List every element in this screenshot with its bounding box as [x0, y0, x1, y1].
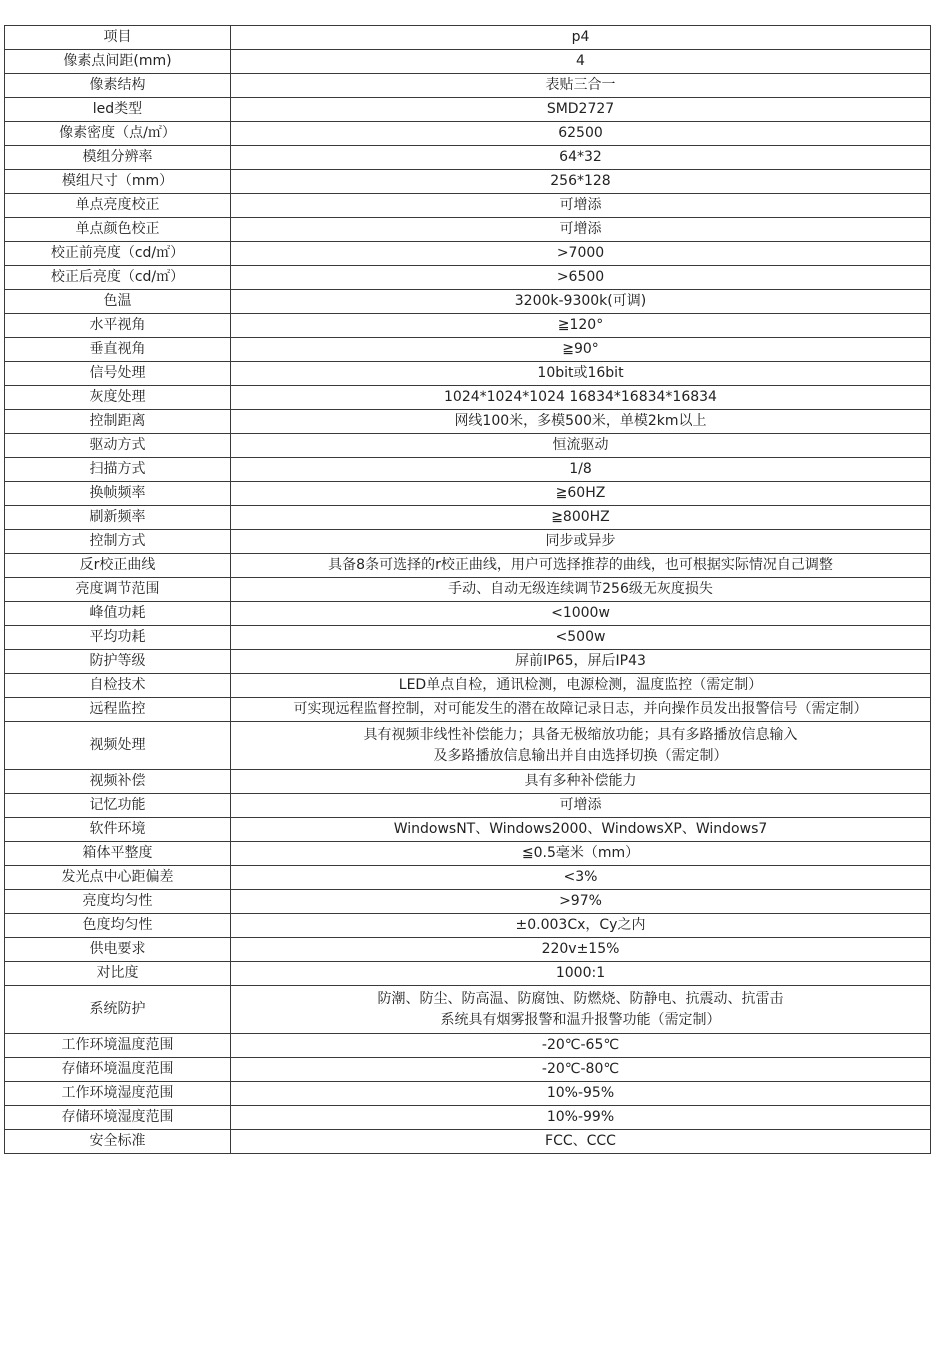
spec-label-cell: 存储环境湿度范围 [5, 1106, 231, 1130]
spec-label-cell: 工作环境湿度范围 [5, 1082, 231, 1106]
table-row [5, 266, 931, 290]
spec-value-cell: 256*128 [231, 170, 931, 194]
spec-label-cell: 平均功耗 [5, 626, 231, 650]
table-row [5, 506, 931, 530]
spec-label-cell: 安全标准 [5, 1130, 231, 1154]
table-row [5, 890, 931, 914]
spec-value-cell: -20℃-65℃ [231, 1034, 931, 1058]
table-row [5, 1130, 931, 1154]
spec-label-cell: 灰度处理 [5, 386, 231, 410]
spec-label-cell: 校正前亮度（cd/㎡） [5, 242, 231, 266]
spec-value-cell: >7000 [231, 242, 931, 266]
spec-label-cell: 供电要求 [5, 938, 231, 962]
spec-value-cell: >97% [231, 890, 931, 914]
table-row [5, 74, 931, 98]
spec-label-cell: led类型 [5, 98, 231, 122]
spec-value-cell: 1024*1024*1024 16834*16834*16834 [231, 386, 931, 410]
spec-value-cell: SMD2727 [231, 98, 931, 122]
spec-value-cell: 1/8 [231, 458, 931, 482]
spec-value-cell: >6500 [231, 266, 931, 290]
spec-value-cell: 手动、自动无级连续调节256级无灰度损失 [231, 578, 931, 602]
table-row [5, 722, 931, 770]
spec-label-cell: 像素密度（点/㎡） [5, 122, 231, 146]
spec-label-cell: 换帧频率 [5, 482, 231, 506]
spec-value-cell: 62500 [231, 122, 931, 146]
spec-value-cell: 10bit或16bit [231, 362, 931, 386]
table-row [5, 26, 931, 50]
spec-label-cell: 工作环境温度范围 [5, 1034, 231, 1058]
spec-value-cell: <3% [231, 866, 931, 890]
table-row [5, 818, 931, 842]
spec-label-cell: 水平视角 [5, 314, 231, 338]
table-row [5, 674, 931, 698]
spec-label-cell: 视频补偿 [5, 770, 231, 794]
table-row [5, 434, 931, 458]
spec-value-cell: 64*32 [231, 146, 931, 170]
spec-value-cell: 同步或异步 [231, 530, 931, 554]
table-row [5, 170, 931, 194]
spec-value-cell: 屏前IP65，屏后IP43 [231, 650, 931, 674]
table-row [5, 362, 931, 386]
table-row [5, 602, 931, 626]
table-row [5, 290, 931, 314]
table-row [5, 1106, 931, 1130]
table-row [5, 146, 931, 170]
spec-value-cell: 1000:1 [231, 962, 931, 986]
spec-value-cell: 10%-99% [231, 1106, 931, 1130]
table-row [5, 314, 931, 338]
spec-label-cell: 箱体平整度 [5, 842, 231, 866]
spec-table [4, 25, 931, 1154]
table-row [5, 554, 931, 578]
spec-label-cell: 控制距离 [5, 410, 231, 434]
spec-label-cell: 项目 [5, 26, 231, 50]
spec-value-cell: 10%-95% [231, 1082, 931, 1106]
spec-value-cell: ≧90° [231, 338, 931, 362]
spec-label-cell: 校正后亮度（cd/㎡） [5, 266, 231, 290]
table-row [5, 842, 931, 866]
spec-label-cell: 色温 [5, 290, 231, 314]
spec-label-cell: 亮度调节范围 [5, 578, 231, 602]
spec-label-cell: 像素结构 [5, 74, 231, 98]
table-row [5, 338, 931, 362]
spec-label-cell: 记忆功能 [5, 794, 231, 818]
spec-value-cell: 3200k-9300k(可调) [231, 290, 931, 314]
table-row [5, 122, 931, 146]
table-row [5, 242, 931, 266]
spec-value-line-1: 具有视频非线性补偿能力；具备无极缩放功能；具有多路播放信息输入 [363, 726, 798, 743]
spec-label-cell: 单点颜色校正 [5, 218, 231, 242]
table-row [5, 482, 931, 506]
spec-value-cell: p4 [231, 26, 931, 50]
spec-value-cell: ≧60HZ [231, 482, 931, 506]
spec-label-cell: 像素点间距(mm) [5, 50, 231, 74]
spec-label-cell: 单点亮度校正 [5, 194, 231, 218]
spec-value-cell: ±0.003Cx，Cy之内 [231, 914, 931, 938]
table-row [5, 938, 931, 962]
table-row [5, 530, 931, 554]
table-row [5, 410, 931, 434]
table-row [5, 1034, 931, 1058]
spec-label-cell: 模组尺寸（mm） [5, 170, 231, 194]
spec-label-cell: 远程监控 [5, 698, 231, 722]
spec-label-cell: 反r校正曲线 [5, 554, 231, 578]
table-row [5, 1082, 931, 1106]
table-row [5, 626, 931, 650]
spec-label-cell: 自检技术 [5, 674, 231, 698]
spec-label-cell: 刷新频率 [5, 506, 231, 530]
table-row [5, 698, 931, 722]
spec-value-cell: 恒流驱动 [231, 434, 931, 458]
spec-value-line-2: 系统具有烟雾报警和温升报警功能（需定制） [440, 1011, 721, 1028]
spec-value-cell: ≦0.5毫米（mm） [231, 842, 931, 866]
spec-label-cell: 扫描方式 [5, 458, 231, 482]
spec-value-cell: <1000w [231, 602, 931, 626]
spec-value-cell: LED单点自检，通讯检测，电源检测，温度监控（需定制） [231, 674, 931, 698]
table-row [5, 1058, 931, 1082]
table-row [5, 458, 931, 482]
spec-label-cell: 存储环境温度范围 [5, 1058, 231, 1082]
table-row [5, 218, 931, 242]
spec-label-cell: 发光点中心距偏差 [5, 866, 231, 890]
spec-value-cell: FCC、CCC [231, 1130, 931, 1154]
spec-value-cell: WindowsNT、Windows2000、WindowsXP、Windows7 [231, 818, 931, 842]
spec-table-body [5, 26, 931, 1154]
spec-value-cell: ≧120° [231, 314, 931, 338]
spec-value-cell: 可实现远程监督控制，对可能发生的潜在故障记录日志，并向操作员发出报警信号（需定制） [231, 698, 931, 722]
table-row [5, 578, 931, 602]
spec-value-cell: 220v±15% [231, 938, 931, 962]
spec-label-cell: 信号处理 [5, 362, 231, 386]
table-row [5, 962, 931, 986]
table-row [5, 914, 931, 938]
spec-label-cell: 色度均匀性 [5, 914, 231, 938]
spec-value-cell: 可增添 [231, 218, 931, 242]
table-row [5, 194, 931, 218]
spec-label-cell: 对比度 [5, 962, 231, 986]
spec-value-cell: 具有多种补偿能力 [231, 770, 931, 794]
table-row [5, 794, 931, 818]
spec-value-line-2: 及多路播放信息输出并自由选择切换（需定制） [433, 747, 728, 764]
table-row [5, 770, 931, 794]
spec-value-cell: -20℃-80℃ [231, 1058, 931, 1082]
spec-label-cell: 系统防护 [5, 986, 231, 1034]
spec-value-cell: 可增添 [231, 194, 931, 218]
spec-value-cell: 4 [231, 50, 931, 74]
spec-value-cell [231, 722, 931, 770]
table-row [5, 98, 931, 122]
table-row [5, 650, 931, 674]
spec-value-cell: <500w [231, 626, 931, 650]
spec-label-cell: 模组分辨率 [5, 146, 231, 170]
spec-value-cell: 表贴三合一 [231, 74, 931, 98]
spec-value-cell [231, 986, 931, 1034]
table-row [5, 986, 931, 1034]
spec-label-cell: 控制方式 [5, 530, 231, 554]
spec-label-cell: 峰值功耗 [5, 602, 231, 626]
spec-label-cell: 软件环境 [5, 818, 231, 842]
spec-label-cell: 垂直视角 [5, 338, 231, 362]
spec-value-cell: 网线100米，多模500米，单模2km以上 [231, 410, 931, 434]
table-row [5, 866, 931, 890]
spec-label-cell: 防护等级 [5, 650, 231, 674]
spec-label-cell: 驱动方式 [5, 434, 231, 458]
table-row [5, 386, 931, 410]
spec-value-cell: ≧800HZ [231, 506, 931, 530]
spec-value-cell: 可增添 [231, 794, 931, 818]
spec-label-cell: 亮度均匀性 [5, 890, 231, 914]
spec-value-cell: 具备8条可选择的r校正曲线，用户可选择推荐的曲线，也可根据实际情况自己调整 [231, 554, 931, 578]
spec-label-cell: 视频处理 [5, 722, 231, 770]
spec-value-line-1: 防潮、防尘、防高温、防腐蚀、防燃烧、防静电、抗震动、抗雷击 [377, 990, 784, 1007]
table-row [5, 50, 931, 74]
